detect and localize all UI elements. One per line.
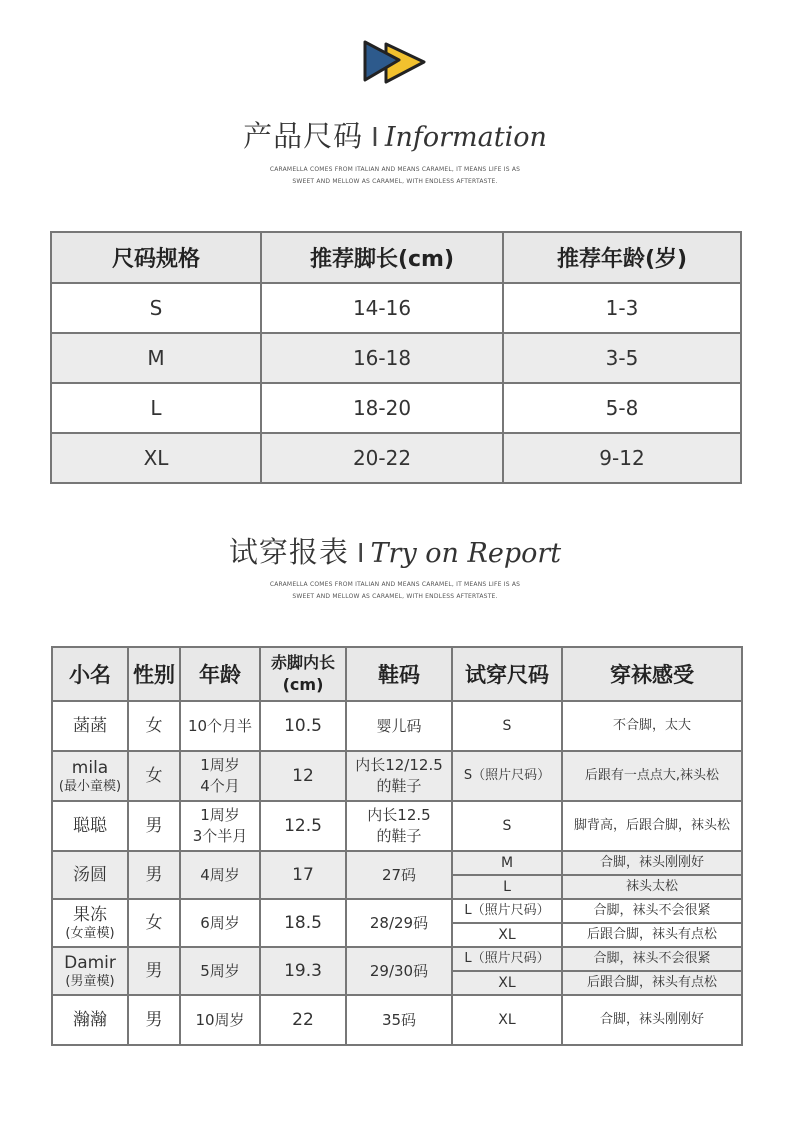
column-header [260, 647, 346, 701]
column-header: 年龄 [180, 647, 260, 701]
tried-size-cell: XL [452, 923, 562, 947]
foot-length-cell: 18.5 [260, 899, 346, 947]
shoe-size-cell: 27码 [346, 851, 452, 899]
foot-length-cell: 17 [260, 851, 346, 899]
gender-cell: 男 [128, 851, 180, 899]
age-line: 1周岁 [200, 756, 240, 774]
name-cell [52, 899, 128, 947]
feeling-cell: 不合脚，太大 [562, 701, 742, 751]
shoe-size-cell [346, 801, 452, 851]
shoe-line: 内长12/12.5 [355, 756, 443, 774]
table-row [52, 899, 742, 923]
column-header: 穿袜感受 [562, 647, 742, 701]
table-row [51, 433, 741, 483]
age-line: 4个月 [200, 777, 240, 795]
column-header: 鞋码 [346, 647, 452, 701]
age-line: 1周岁 [200, 806, 240, 824]
name-cell [52, 751, 128, 801]
gender-cell: 男 [128, 995, 180, 1045]
shoe-line: 内长12.5 [367, 806, 431, 824]
section-title-cn: 试穿报表 [228, 535, 349, 569]
table-row [51, 283, 741, 333]
section-subtitle [0, 164, 790, 188]
table-header-row [51, 232, 741, 283]
section-title-cn: 产品尺码 [243, 119, 364, 153]
foot-length-cell: 14-16 [261, 283, 503, 333]
subtitle-line: SWEET AND MELLOW AS CARAMEL, WITH ENDLESS AFTERTASTE. [292, 178, 498, 185]
table-row [52, 751, 742, 801]
table-header-row [52, 647, 742, 701]
age-cell: 9-12 [503, 433, 741, 483]
foot-length-cell: 16-18 [261, 333, 503, 383]
size-cell: L [51, 383, 261, 433]
gender-cell: 女 [128, 899, 180, 947]
brand-logo-icon [362, 38, 428, 84]
age-cell: 10个月半 [180, 701, 260, 751]
feeling-cell: 合脚，袜头不会很紧 [562, 947, 742, 971]
name-cell: 瀚瀚 [52, 995, 128, 1045]
column-header: 尺码规格 [51, 232, 261, 283]
tried-size-cell: L（照片尺码） [452, 947, 562, 971]
header-line: (cm) [282, 675, 324, 694]
age-cell: 5-8 [503, 383, 741, 433]
name-cell: 汤圆 [52, 851, 128, 899]
tried-size-cell: L [452, 875, 562, 899]
tried-size-cell: M [452, 851, 562, 875]
shoe-size-cell: 婴儿码 [346, 701, 452, 751]
foot-length-cell: 20-22 [261, 433, 503, 483]
header-line: 赤脚内长 [270, 653, 335, 672]
table-row [52, 701, 742, 751]
feeling-cell: 后跟合脚，袜头有点松 [562, 971, 742, 995]
try-on-report-table [51, 646, 743, 1046]
foot-length-cell: 12.5 [260, 801, 346, 851]
tried-size-cell: XL [452, 995, 562, 1045]
subtitle-line: CARAMELLA COMES FROM ITALIAN AND MEANS CARAMEL, IT MEANS LIFE IS AS [269, 166, 521, 173]
feeling-cell: 合脚，袜头不会很紧 [562, 899, 742, 923]
column-header: 性别 [128, 647, 180, 701]
tried-size-cell: S [452, 701, 562, 751]
foot-length-cell: 22 [260, 995, 346, 1045]
gender-cell: 男 [128, 801, 180, 851]
feeling-cell: 袜头太松 [562, 875, 742, 899]
age-cell: 3-5 [503, 333, 741, 383]
shoe-line: 的鞋子 [376, 777, 422, 795]
age-cell: 6周岁 [180, 899, 260, 947]
shoe-line: 的鞋子 [376, 827, 422, 845]
name-text: Damir [64, 952, 116, 973]
table-row [51, 333, 741, 383]
section-heading-information [0, 114, 790, 155]
name-cell: 聪聪 [52, 801, 128, 851]
foot-length-cell: 19.3 [260, 947, 346, 995]
gender-cell: 女 [128, 701, 180, 751]
feeling-cell: 后跟合脚，袜头有点松 [562, 923, 742, 947]
shoe-size-cell [346, 751, 452, 801]
age-cell [180, 801, 260, 851]
column-header: 试穿尺码 [452, 647, 562, 701]
name-cell: 菡菡 [52, 701, 128, 751]
size-cell: S [51, 283, 261, 333]
age-line: 3个半月 [192, 827, 248, 845]
size-table [50, 231, 742, 484]
foot-length-cell: 10.5 [260, 701, 346, 751]
subtitle-line: CARAMELLA COMES FROM ITALIAN AND MEANS CARAMEL, IT MEANS LIFE IS AS [269, 581, 521, 588]
tried-size-cell: S [452, 801, 562, 851]
section-subtitle [0, 579, 790, 603]
section-heading-report [0, 530, 790, 571]
age-cell: 1-3 [503, 283, 741, 333]
column-header: 小名 [52, 647, 128, 701]
section-title-en: Try on Report [370, 538, 562, 569]
name-text: mila [71, 757, 109, 778]
name-text: 果冻 [73, 904, 107, 925]
size-cell: M [51, 333, 261, 383]
age-cell: 10周岁 [180, 995, 260, 1045]
feeling-cell: 合脚，袜头刚刚好 [562, 995, 742, 1045]
shoe-size-cell: 35码 [346, 995, 452, 1045]
age-cell: 4周岁 [180, 851, 260, 899]
column-header: 推荐年龄(岁) [503, 232, 741, 283]
name-note: (男童模) [65, 973, 115, 989]
table-row [52, 995, 742, 1045]
title-separator: I [356, 539, 365, 569]
foot-length-cell: 18-20 [261, 383, 503, 433]
foot-length-cell: 12 [260, 751, 346, 801]
table-row [51, 383, 741, 433]
title-separator: I [371, 123, 379, 153]
feeling-cell: 合脚，袜头刚刚好 [562, 851, 742, 875]
size-cell: XL [51, 433, 261, 483]
gender-cell: 男 [128, 947, 180, 995]
tried-size-cell: L（照片尺码） [452, 899, 562, 923]
table-row [52, 947, 742, 971]
section-title-en: Information [384, 122, 547, 153]
name-cell [52, 947, 128, 995]
age-cell [180, 751, 260, 801]
shoe-size-cell: 28/29码 [346, 899, 452, 947]
feeling-cell: 后跟有一点点大,袜头松 [562, 751, 742, 801]
tried-size-cell: S（照片尺码） [452, 751, 562, 801]
gender-cell: 女 [128, 751, 180, 801]
feeling-cell: 脚背高，后跟合脚，袜头松 [562, 801, 742, 851]
subtitle-line: SWEET AND MELLOW AS CARAMEL, WITH ENDLESS AFTERTASTE. [292, 593, 498, 600]
name-note: (女童模) [65, 925, 115, 941]
name-note: (最小童模) [58, 778, 122, 794]
column-header: 推荐脚长(cm) [261, 232, 503, 283]
table-row [52, 851, 742, 875]
shoe-size-cell: 29/30码 [346, 947, 452, 995]
tried-size-cell: XL [452, 971, 562, 995]
age-cell: 5周岁 [180, 947, 260, 995]
table-row [52, 801, 742, 851]
